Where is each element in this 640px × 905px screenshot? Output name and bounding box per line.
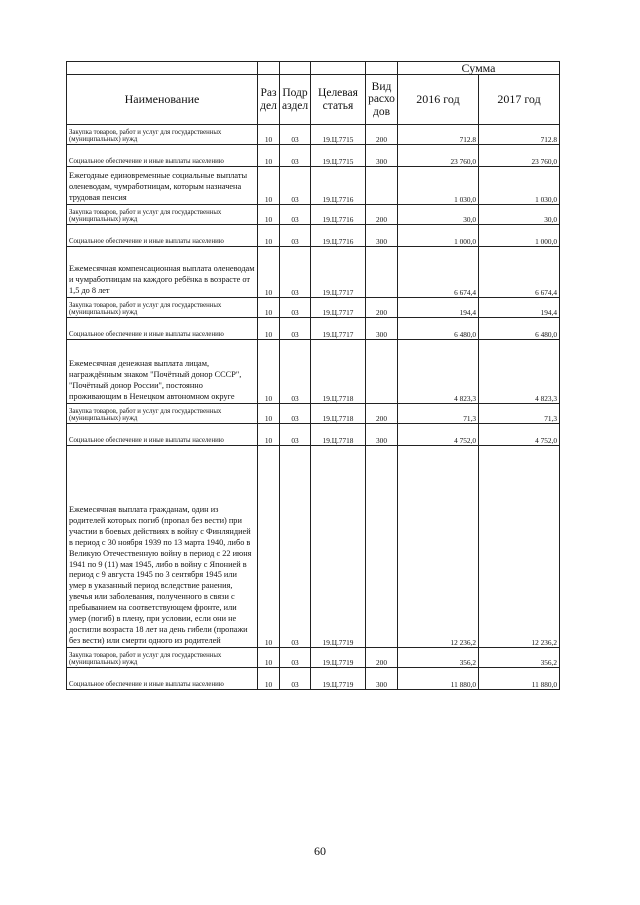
row-amount-2017: 6 674,4 [479,247,560,298]
row-amount-2016: 356,2 [398,648,479,668]
row-celevaya: 19.Ц.7715 [311,125,366,145]
row-celevaya: 19.Ц.7719 [311,668,366,690]
row-podrazdel: 03 [280,125,311,145]
row-amount-2016: 11 880,0 [398,668,479,690]
row-celevaya: 19.Ц.7718 [311,424,366,446]
row-amount-2016: 1 000,0 [398,225,479,247]
row-name: Ежемесячная денежная выплата лицам, награждённым знаком "Почётный донор СССР", "Почётный донор России", постоянно проживающим в Ненецком автономном округе [67,340,258,404]
row-podrazdel: 03 [280,424,311,446]
row-celevaya: 19.Ц.7715 [311,145,366,167]
row-amount-2017: 11 880,0 [479,668,560,690]
row-razdel: 10 [258,125,280,145]
table-row [67,167,560,205]
row-celevaya: 19.Ц.7719 [311,446,366,648]
header-blank-razdel [258,62,280,75]
row-name: Ежемесячная компенсационная выплата оленеводам и чумработницам на каждого ребёнка в возрасте от 1,5 до 8 лет [67,247,258,298]
row-vid [366,340,398,404]
table-row [67,145,560,167]
row-name: Закупка товаров, работ и услуг для государственных (муниципальных) нужд [67,648,258,668]
row-razdel: 10 [258,205,280,225]
row-vid: 300 [366,424,398,446]
row-razdel: 10 [258,424,280,446]
row-vid: 300 [366,668,398,690]
row-razdel: 10 [258,167,280,205]
table-row [67,446,560,648]
table-row [67,298,560,318]
header-blank-vid [366,62,398,75]
row-amount-2016: 12 236,2 [398,446,479,648]
row-celevaya: 19.Ц.7716 [311,167,366,205]
row-podrazdel: 03 [280,648,311,668]
row-amount-2016: 1 030,0 [398,167,479,205]
row-name: Социальное обеспечение и иные выплаты населению [67,318,258,340]
table-row [67,125,560,145]
row-vid: 300 [366,318,398,340]
row-podrazdel: 03 [280,247,311,298]
table-row [67,225,560,247]
row-amount-2017: 30,0 [479,205,560,225]
row-vid: 300 [366,145,398,167]
row-razdel: 10 [258,145,280,167]
row-vid: 200 [366,205,398,225]
row-podrazdel: 03 [280,225,311,247]
row-podrazdel: 03 [280,298,311,318]
row-podrazdel: 03 [280,145,311,167]
row-amount-2016: 23 760,0 [398,145,479,167]
row-celevaya: 19.Ц.7718 [311,340,366,404]
header-celevaya: Целевая статья [311,75,366,125]
table-body [67,125,560,690]
row-razdel: 10 [258,298,280,318]
header-blank-celevaya [311,62,366,75]
row-razdel: 10 [258,340,280,404]
row-amount-2016: 6 674,4 [398,247,479,298]
row-podrazdel: 03 [280,318,311,340]
row-amount-2016: 6 480,0 [398,318,479,340]
row-amount-2017: 23 760,0 [479,145,560,167]
row-name: Социальное обеспечение и иные выплаты населению [67,668,258,690]
page-number: 60 [314,844,326,858]
row-amount-2016: 30,0 [398,205,479,225]
header-name: Наименование [67,75,258,125]
budget-table [66,61,560,690]
table-row [67,668,560,690]
row-vid: 200 [366,404,398,424]
row-amount-2017: 1 030,0 [479,167,560,205]
row-amount-2017: 71,3 [479,404,560,424]
row-vid: 200 [366,125,398,145]
row-razdel: 10 [258,247,280,298]
row-name: Закупка товаров, работ и услуг для государственных (муниципальных) нужд [67,205,258,225]
row-celevaya: 19.Ц.7717 [311,298,366,318]
row-razdel: 10 [258,446,280,648]
row-amount-2017: 6 480,0 [479,318,560,340]
row-razdel: 10 [258,648,280,668]
table-row [67,340,560,404]
row-amount-2017: 194,4 [479,298,560,318]
row-amount-2017: 12 236,2 [479,446,560,648]
header-blank-podrazdel [280,62,311,75]
row-celevaya: 19.Ц.7716 [311,205,366,225]
table-row [67,318,560,340]
row-amount-2016: 4 752,0 [398,424,479,446]
row-name: Социальное обеспечение и иные выплаты населению [67,225,258,247]
row-amount-2017: 712.8 [479,125,560,145]
row-vid [366,247,398,298]
row-name: Социальное обеспечение и иные выплаты населению [67,424,258,446]
row-podrazdel: 03 [280,446,311,648]
table-row [67,404,560,424]
row-razdel: 10 [258,404,280,424]
row-amount-2016: 4 823,3 [398,340,479,404]
header-blank-name [67,62,258,75]
header-vid: Вид расхо дов [366,75,398,125]
row-razdel: 10 [258,225,280,247]
row-amount-2016: 712.8 [398,125,479,145]
table-row [67,247,560,298]
row-podrazdel: 03 [280,340,311,404]
row-podrazdel: 03 [280,668,311,690]
row-podrazdel: 03 [280,205,311,225]
row-celevaya: 19.Ц.7717 [311,318,366,340]
row-razdel: 10 [258,668,280,690]
row-name: Социальное обеспечение и иные выплаты населению [67,145,258,167]
row-vid: 300 [366,225,398,247]
row-name: Закупка товаров, работ и услуг для государственных (муниципальных) нужд [67,125,258,145]
header-row-main [67,75,560,125]
header-razdel: Раз дел [258,75,280,125]
row-celevaya: 19.Ц.7718 [311,404,366,424]
header-year-2017: 2017 год [479,75,560,125]
row-celevaya: 19.Ц.7716 [311,225,366,247]
row-razdel: 10 [258,318,280,340]
table-row [67,205,560,225]
row-amount-2016: 194,4 [398,298,479,318]
row-amount-2017: 1 000,0 [479,225,560,247]
row-name: Закупка товаров, работ и услуг для государственных (муниципальных) нужд [67,298,258,318]
row-vid [366,167,398,205]
row-amount-2017: 356,2 [479,648,560,668]
row-vid: 200 [366,648,398,668]
row-amount-2017: 4 752,0 [479,424,560,446]
header-year-2016: 2016 год [398,75,479,125]
row-amount-2016: 71,3 [398,404,479,424]
table-row [67,648,560,668]
row-name: Ежегодные единовременные социальные выплаты оленеводам, чумработницам, которым назначена трудовая пенсия [67,167,258,205]
row-vid [366,446,398,648]
row-name: Закупка товаров, работ и услуг для государственных (муниципальных) нужд [67,404,258,424]
header-podrazdel: Подр аздел [280,75,311,125]
row-amount-2017: 4 823,3 [479,340,560,404]
row-celevaya: 19.Ц.7719 [311,648,366,668]
row-podrazdel: 03 [280,404,311,424]
row-name: Ежемесячная выплата гражданам, один из родителей которых погиб (пропал без вести) при участии в боевых действиях в войну с Финляндией в период с 30 ноября 1939 по 13 марта 1940, либо в Великую Отечественную войну в период с 22 июня 1941 по 9 (11) мая 1945, либо в войну с Японией в период с 9 августа 1945 по 3 сентября 1945 или умер в указанный период вследствие ранения, увечья или заболевания, полученного в связи с пребыванием на соответствующем фронте, или умер (погиб) в плену, при условии, если они не достигли возраста 18 лет на день гибели (пропажи без вести) или смерти одного из родителей [67,446,258,648]
row-celevaya: 19.Ц.7717 [311,247,366,298]
table-row [67,424,560,446]
row-vid: 200 [366,298,398,318]
header-summa: Сумма [398,62,560,75]
row-podrazdel: 03 [280,167,311,205]
header-row-top [67,62,560,75]
